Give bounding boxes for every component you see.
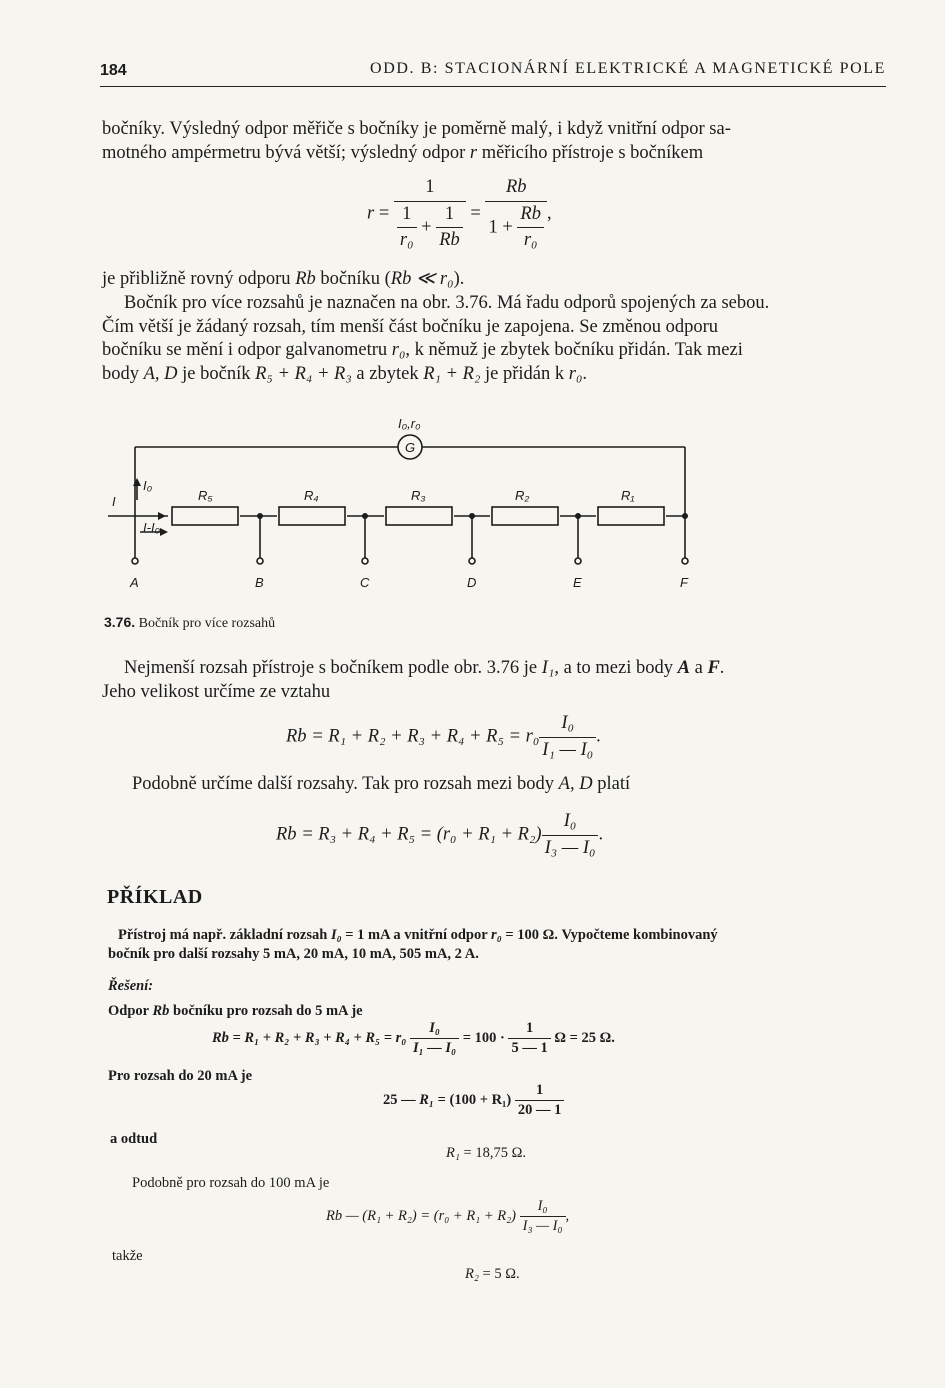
approx-sentence: je přibližně rovný odporu Rb bočníku (Rb ≪ r₀). xyxy=(102,269,465,289)
multi-line-4: body A, D je bočník R₅ + R₄ + R₃ a zbytek R₁ + R₂ je přidán k r₀. xyxy=(102,363,588,384)
multi-line-2: Čím větší je žádaný rozsah, tím menší část bočníku je zapojena. Se změnou odporu xyxy=(102,316,718,337)
terminal-b xyxy=(257,558,263,564)
terminal-d xyxy=(469,558,475,564)
formula-5ma: Rb = R₁ + R₂ + R₃ + R₄ + R₅ = r₀ $\frac{\text{I₀}}{\text{I₁ — I₀}}$ = 100 · $\frac{1}{5 — 1}$ Ω = 25 Ω. xyxy=(212,1020,615,1056)
header-rule xyxy=(100,86,886,87)
resistor-label: R₁ xyxy=(621,488,635,503)
multi-line-3: bočníku se mění i odpor galvanometru r₀, k němuž je zbytek bočníku přidán. Tak mezi xyxy=(102,340,743,360)
formula-range-ad: Rb = R₃ + R₄ + R₅ = (r₀ + R₁ + R₂) $\frac{\text{I₀}}{\text{I₃ — I₀}}$ . xyxy=(276,810,603,860)
terminal-c xyxy=(362,558,368,564)
node-label: C xyxy=(360,575,370,590)
node-label: A xyxy=(130,575,139,590)
smallest-range-paragraph xyxy=(102,657,888,704)
example-heading: PŘÍKLAD xyxy=(107,886,203,908)
solution-step-1: Odpor Rb bočníku pro rozsah do 5 mA je xyxy=(108,1003,363,1019)
running-title: ODD. B: STACIONÁRNÍ ELEKTRICKÉ A MAGNETICKÉ POLE xyxy=(370,60,886,77)
node-label: F xyxy=(680,575,688,590)
task-line-2: bočník pro další rozsahy 5 mA, 20 mA, 10 mA, 505 mA, 2 A. xyxy=(108,946,479,962)
frac-rb-over-sum: Rb 1 + $\frac{Rb}{\text{r₀}}$ xyxy=(485,176,547,253)
resistor-label: R₂ xyxy=(515,488,530,503)
result-r2: R₂ = 5 Ω. xyxy=(465,1266,520,1282)
current-in-label: I xyxy=(112,494,116,509)
page-number: 184 xyxy=(100,62,127,79)
resistor-r1 xyxy=(598,507,664,525)
figure-caption: 3.76. Bočník pro více rozsahů xyxy=(104,614,276,631)
resistor-label: R₃ xyxy=(411,488,426,503)
formula-20ma: 25 — R₁ = (100 + R₁) $\frac{1}{20 — 1}$ xyxy=(383,1082,564,1119)
result-r1: R₁ = 18,75 Ω. xyxy=(446,1145,526,1161)
resistor-label: R₄ xyxy=(304,488,319,503)
resistor-r4 xyxy=(279,507,345,525)
terminal-a xyxy=(132,558,138,564)
terminal-e xyxy=(575,558,581,564)
solution-step-4: Podobně pro rozsah do 100 mA je xyxy=(132,1175,330,1191)
resistor-r5 xyxy=(172,507,238,525)
shunt-circuit-diagram xyxy=(100,410,720,600)
solution-step-5: takže xyxy=(112,1248,143,1264)
solution-step-3: a odtud xyxy=(110,1131,158,1147)
node-label: D xyxy=(467,575,477,590)
meter-symbol: G xyxy=(405,440,416,455)
resistor-r3 xyxy=(386,507,452,525)
current-top-label: I₀ xyxy=(143,478,153,493)
intro-line-2: motného ampérmetru bývá větší; výsledný odpor r měřicího přístroje s bočníkem xyxy=(102,142,704,163)
further-ranges-sentence: Podobně určíme další rozsahy. Tak pro rozsah mezi body A, D platí xyxy=(132,774,631,794)
node-label: E xyxy=(573,575,582,590)
frac-one-over-sum: 1 $\frac{1}{\text{r₀}}$ + $\frac{1}{Rb}$ xyxy=(394,176,466,253)
multi-range-paragraph xyxy=(102,292,888,386)
formula-parallel-resistance: r = 1 $\frac{1}{\text{r₀}}$ + $\frac{1}{Rb}$ = Rb 1 + $\frac{Rb}{\text{r₀}}$ , xyxy=(367,176,552,253)
solution-step-2: Pro rozsah do 20 mA je xyxy=(108,1068,253,1084)
resistor-r2 xyxy=(492,507,558,525)
current-bottom-label: I-I₀ xyxy=(143,520,161,535)
formula-100ma: Rb — (R₁ + R₂) = (r₀ + R₁ + R₂) $\frac{\text{I₀}}{\text{I₃ — I₀}}$ , xyxy=(326,1198,570,1234)
meter-label: I₀,r₀ xyxy=(398,416,421,431)
smallest-line-1: Nejmenší rozsah přístroje s bočníkem podle obr. 3.76 je I₁, a to mezi body A a F. xyxy=(124,658,725,678)
multi-line-1: Bočník pro více rozsahů je naznačen na obr. 3.76. Má řadu odporů spojených za sebou. xyxy=(124,293,770,313)
solution-label: Řešení: xyxy=(108,978,154,994)
terminal-f xyxy=(682,558,688,564)
formula-smallest-range: Rb = R₁ + R₂ + R₃ + R₄ + R₅ = r₀ $\frac{\text{I₀}}{\text{I₁ — I₀}}$ . xyxy=(286,712,601,762)
intro-line-1: bočníky. Výsledný odpor měřiče s bočníky je poměrně malý, i když vnitřní odpor sa- xyxy=(102,119,731,139)
input-arrowhead-icon xyxy=(158,512,166,520)
example-task xyxy=(108,926,894,964)
resistor-label: R₅ xyxy=(198,488,213,503)
intro-paragraph xyxy=(102,118,888,165)
task-line-1: Přístroj má např. základní rozsah I₀ = 1 mA a vnitřní odpor r₀ = 100 Ω. Vypočteme kombinovaný xyxy=(118,927,718,943)
node-label: B xyxy=(255,575,264,590)
smallest-line-2: Jeho velikost určíme ze vztahu xyxy=(102,681,331,702)
